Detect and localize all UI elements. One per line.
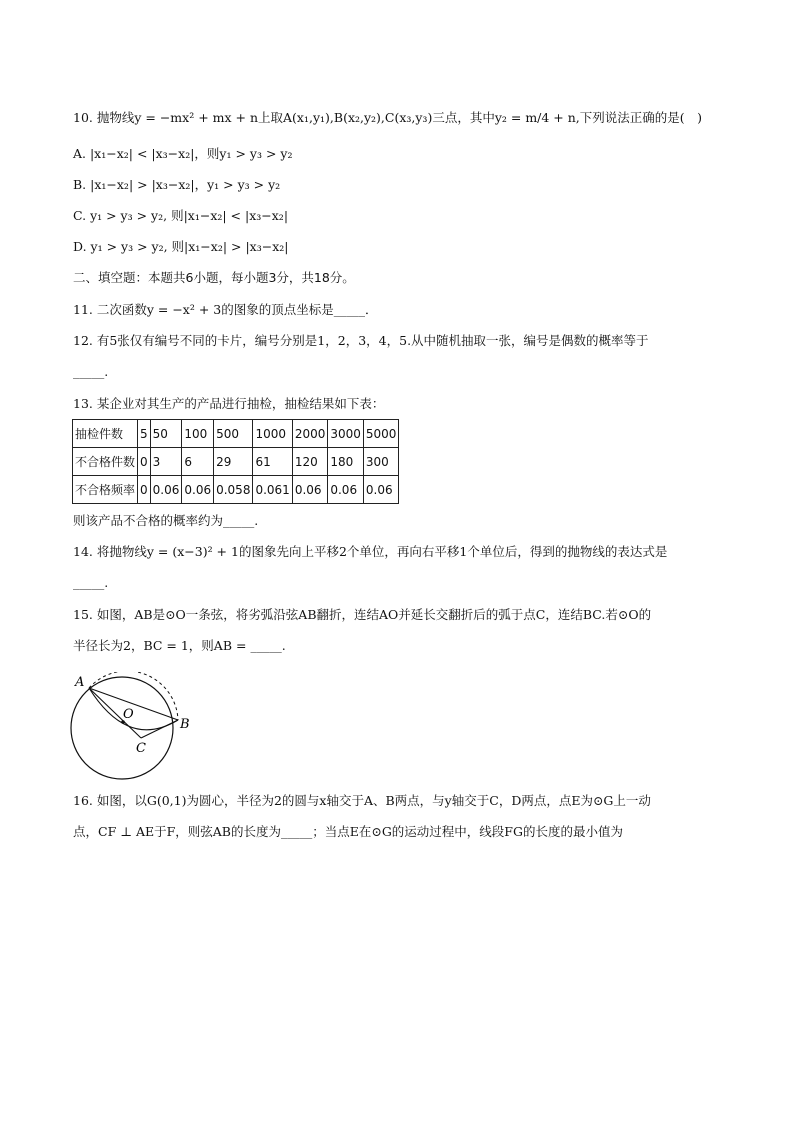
q10-option-a: A. |x₁−x₂| < |x₃−x₂|，则y₁ > y₃ > y₂ [73, 146, 293, 161]
q14-line2: _____. [73, 575, 109, 590]
table-cell: 0.06 [182, 476, 214, 504]
q10-option-d: D. y₁ > y₃ > y₂, 则|x₁−x₂| > |x₃−x₂| [73, 239, 289, 254]
table-cell: 1000 [253, 420, 292, 448]
q10-option-b: B. |x₁−x₂| > |x₃−x₂|，y₁ > y₃ > y₂ [73, 177, 281, 192]
table-cell: 180 [328, 448, 364, 476]
label-a: A [75, 675, 85, 690]
table-cell: 5000 [363, 420, 399, 448]
label-b: B [180, 717, 190, 732]
q10-option-c: C. y₁ > y₃ > y₂, 则|x₁−x₂| < |x₃−x₂| [73, 208, 289, 223]
table-cell: 不合格频率 [73, 476, 138, 504]
q14-line1: 14. 将抛物线y = (x−3)² + 1的图象先向上平移2个单位，再向右平移1个单位后，得到的抛物线的表达式是 [73, 544, 668, 559]
table-cell: 6 [182, 448, 214, 476]
table-cell: 3000 [328, 420, 364, 448]
table-cell: 0.06 [328, 476, 364, 504]
table-cell: 50 [150, 420, 182, 448]
q12-line1: 12. 有5张仅有编号不同的卡片，编号分别是1，2，3，4，5.从中随机抽取一张，编号是偶数的概率等于 [73, 333, 649, 348]
table-row [73, 448, 399, 476]
table-row [73, 476, 399, 504]
q15-line1: 15. 如图，AB是⊙O一条弦，将劣弧沿弦AB翻折，连结AO并延长交翻折后的弧于点C，连结BC.若⊙O的 [73, 607, 652, 622]
table-cell: 61 [253, 448, 292, 476]
table-cell: 0.06 [363, 476, 399, 504]
q16-line2: 点，CF ⊥ AE于F，则弦AB的长度为_____；当点E在⊙G的运动过程中，线段FG的长度的最小值为 [73, 824, 623, 839]
table-cell: 120 [292, 448, 328, 476]
section-heading: 二、填空题：本题共6小题，每小题3分，共18分。 [73, 270, 355, 285]
table-cell: 300 [363, 448, 399, 476]
table-cell: 0 [138, 448, 151, 476]
table-cell: 100 [182, 420, 214, 448]
label-o: O [123, 707, 134, 722]
table-cell: 2000 [292, 420, 328, 448]
table-cell: 0 [138, 476, 151, 504]
q13-after: 则该产品不合格的概率约为_____. [73, 513, 259, 528]
table-cell: 500 [214, 420, 253, 448]
table-cell: 0.06 [292, 476, 328, 504]
table-cell: 不合格件数 [73, 448, 138, 476]
table-cell: 0.061 [253, 476, 292, 504]
q11-text: 11. 二次函数y = −x² + 3的图象的顶点坐标是_____． [73, 302, 378, 317]
table-cell: 5 [138, 420, 151, 448]
table-row [73, 420, 399, 448]
table-cell: 0.06 [150, 476, 182, 504]
table-cell: 3 [150, 448, 182, 476]
label-c: C [136, 741, 146, 756]
circle-figure [68, 672, 198, 782]
q13-stem: 13. 某企业对其生产的产品进行抽检，抽检结果如下表： [73, 396, 385, 411]
table-cell: 29 [214, 448, 253, 476]
q15-line2: 半径长为2，BC = 1，则AB = _____. [73, 638, 286, 653]
table-cell: 0.058 [214, 476, 253, 504]
q16-line1: 16. 如图，以G(0,1)为圆心，半径为2的圆与x轴交于A、B两点，与y轴交于C，D两点，点E为⊙G上一动 [73, 793, 651, 808]
table-cell: 抽检件数 [73, 420, 138, 448]
q12-line2: _____. [73, 364, 109, 379]
q10-stem: 10. 抛物线y = −mx² + mx + n上取A(x₁,y₁),B(x₂,y₂),C(x₃,y₃)三点，其中y₂ = m/4 + n,下列说法正确的是( ) [73, 110, 703, 125]
inspection-table [72, 419, 399, 504]
